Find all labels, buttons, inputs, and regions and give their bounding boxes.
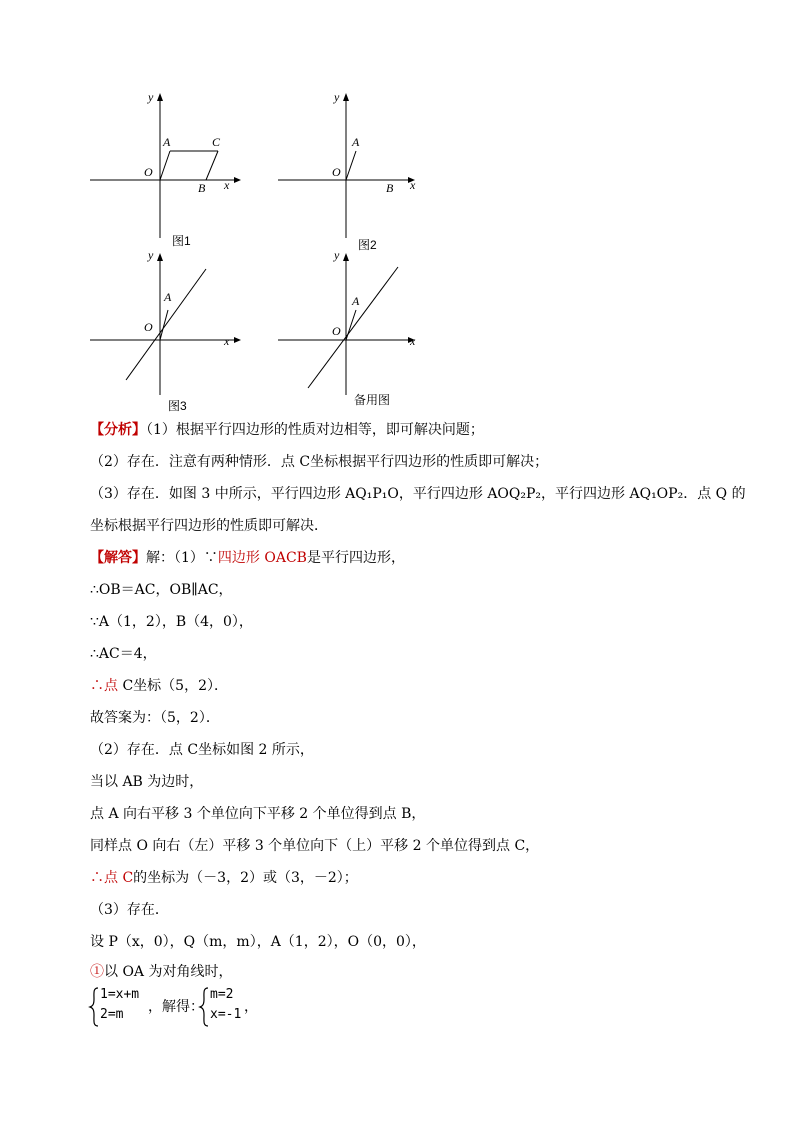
solution-line-6: 故答案为：（5，2）． <box>90 710 220 726</box>
solution-line-14 <box>90 962 233 982</box>
fig2-x-label: x <box>410 178 416 192</box>
eq2-top: m=2 <box>210 987 234 1002</box>
solution-text-5a: ∴点 <box>90 678 118 694</box>
left-brace-1 <box>88 987 100 1027</box>
figure-2-graph <box>274 88 434 258</box>
figure-1-caption: 图1 <box>172 234 191 248</box>
fig1-c-label: C <box>212 135 221 149</box>
solution-text-1b: 四边形 OACB <box>217 550 307 566</box>
solution-tag: 【解答】 <box>90 550 146 566</box>
solution-line-8: 当以 AB 为边时， <box>90 774 204 790</box>
figure-3 <box>88 245 248 415</box>
figure-2 <box>274 88 434 258</box>
eq2-bottom: x=-1 <box>210 1007 242 1022</box>
figure-3-caption: 图3 <box>168 399 187 413</box>
fig2-y-label: y <box>334 90 340 104</box>
fig1-a-label: A <box>163 135 171 149</box>
fig4-x-label: x <box>410 334 416 348</box>
solution-line-1 <box>90 548 405 568</box>
solution-line-9: 点 A 向右平移 3 个单位向下平移 2 个单位得到点 B， <box>90 806 426 822</box>
fig3-x-label: x <box>224 334 230 348</box>
eq-mid-text: ，解得： <box>148 999 204 1015</box>
fig4-o-label: O <box>332 324 341 338</box>
fig1-y-label: y <box>148 90 154 104</box>
solution-line-3: ∵A（1，2），B（4，0）， <box>90 614 253 630</box>
analysis-line-4: 坐标根据平行四边形的性质即可解决． <box>90 518 328 534</box>
analysis-tag: 【分析】 <box>90 422 146 438</box>
figure-4-caption: 备用图 <box>354 393 391 407</box>
solution-text-5b: C坐标（5，2）． <box>118 678 228 694</box>
solution-line-2: ∴OB＝AC，OB∥AC， <box>90 582 233 598</box>
figure-2-caption: 图2 <box>358 238 377 252</box>
solution-text-1c: 是平行四边形， <box>306 550 405 566</box>
fig4-y-label: y <box>334 248 340 262</box>
solution-text-14b: 以 OA 为对角线时， <box>104 964 233 980</box>
analysis-line-3: （3）存在．如图 3 中所示，平行四边形 AQ₁P₁O，平行四边形 AOQ₂P₂，平行四边形 AQ₁OP₂．点 Q 的 <box>90 486 746 502</box>
solution-text-1a: 解：（1）∵ <box>146 550 218 566</box>
fig2-a-label: A <box>352 135 360 149</box>
eq1-bottom: 2=m <box>100 1007 124 1022</box>
solution-text-11b: 的坐标为（－3，2）或（3，－2）； <box>133 870 358 886</box>
equation-system <box>88 986 288 1028</box>
circled-number-1: ① <box>90 964 104 980</box>
fig2-o-label: O <box>332 165 341 179</box>
fig1-o-label: O <box>144 165 153 179</box>
left-brace-2 <box>198 987 210 1027</box>
analysis-line-1 <box>90 420 484 440</box>
eq-end-text: ， <box>244 999 258 1015</box>
fig3-o-label: O <box>144 320 153 334</box>
fig4-a-label: A <box>352 294 360 308</box>
solution-line-10: 同样点 O 向右（左）平移 3 个单位向下（上）平移 2 个单位得到点 C， <box>90 838 540 854</box>
fig1-b-label: B <box>198 181 206 195</box>
figure-4 <box>274 245 434 415</box>
fig3-a-label: A <box>164 290 172 304</box>
solution-line-4: ∴AC＝4， <box>90 646 157 662</box>
fig1-x-label: x <box>224 178 230 192</box>
figure-3-graph <box>88 245 248 415</box>
fig3-y-label: y <box>148 248 154 262</box>
figure-1-graph <box>88 88 248 253</box>
solution-line-13: 设 P（x，0），Q（m，m），A（1，2），O（0，0）， <box>90 934 426 950</box>
analysis-text-1: （1）根据平行四边形的性质对边相等，即可解决问题； <box>146 422 484 438</box>
solution-line-7: （2）存在．点 C坐标如图 2 所示， <box>90 742 314 758</box>
solution-text-11a: ∴点 C <box>90 870 134 886</box>
solution-line-11 <box>90 868 358 888</box>
solution-line-12: （3）存在． <box>90 902 169 918</box>
figure-4-graph <box>274 245 434 415</box>
analysis-line-2: （2）存在．注意有两种情形．点 C坐标根据平行四边形的性质即可解决； <box>90 454 549 470</box>
eq1-top: 1=x+m <box>100 987 140 1002</box>
solution-line-5 <box>90 676 228 696</box>
fig2-b-label: B <box>386 181 394 195</box>
figure-1 <box>88 88 248 253</box>
